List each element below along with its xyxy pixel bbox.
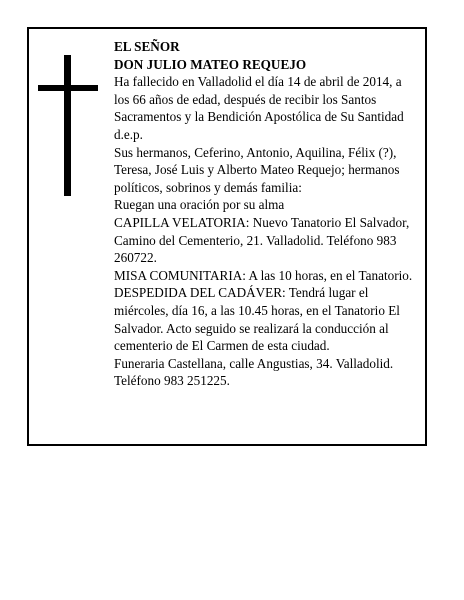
family-list: Sus hermanos, Ceferino, Antonio, Aquilina, Félix (?), Teresa, José Luis y Alberto Mateo Requejo; hermanos políticos, sobrinos y demás familia:	[114, 144, 400, 195]
prayer-request: Ruegan una oración por su alma	[114, 197, 285, 213]
chapel-label: CAPILLA VELATORIA:	[114, 214, 250, 230]
mass-info	[114, 267, 419, 285]
deceased-name: DON JULIO MATEO REQUEJO	[114, 56, 307, 72]
cross-vertical-bar	[64, 55, 71, 196]
funeral-home-info: Funeraria Castellana, calle Angustias, 34. Valladolid. Teléfono 983 251225.	[114, 355, 394, 389]
death-announcement: Ha fallecido en Valladolid el día 14 de abril de 2014, a los 66 años de edad, después de recibir los Santos Sacramentos y la Bendición Apostólica de Su Santidad d.e.p.	[114, 74, 404, 142]
chapel-details: Nuevo Tanatorio El Salvador, Camino del Cementerio, 21. Valladolid. Teléfono 983 260722.	[114, 214, 410, 266]
farewell-info	[114, 284, 419, 354]
chapel-info	[114, 214, 419, 267]
farewell-details: Tendrá lugar el miércoles, día 16, a las 10.45 horas, en el Tanatorio El Salvador. Acto seguido se realizará la conducción al cementerio de El Carmen de esta ciudad.	[114, 285, 400, 354]
cross-horizontal-bar	[38, 85, 98, 91]
mass-label: MISA COMUNITARIA:	[114, 267, 246, 283]
obituary-text	[114, 38, 419, 390]
farewell-label: DESPEDIDA DEL CADÁVER:	[114, 285, 286, 301]
deceased-title: EL SEÑOR	[114, 39, 180, 54]
mass-details: A las 10 horas, en el Tanatorio.	[245, 267, 413, 283]
